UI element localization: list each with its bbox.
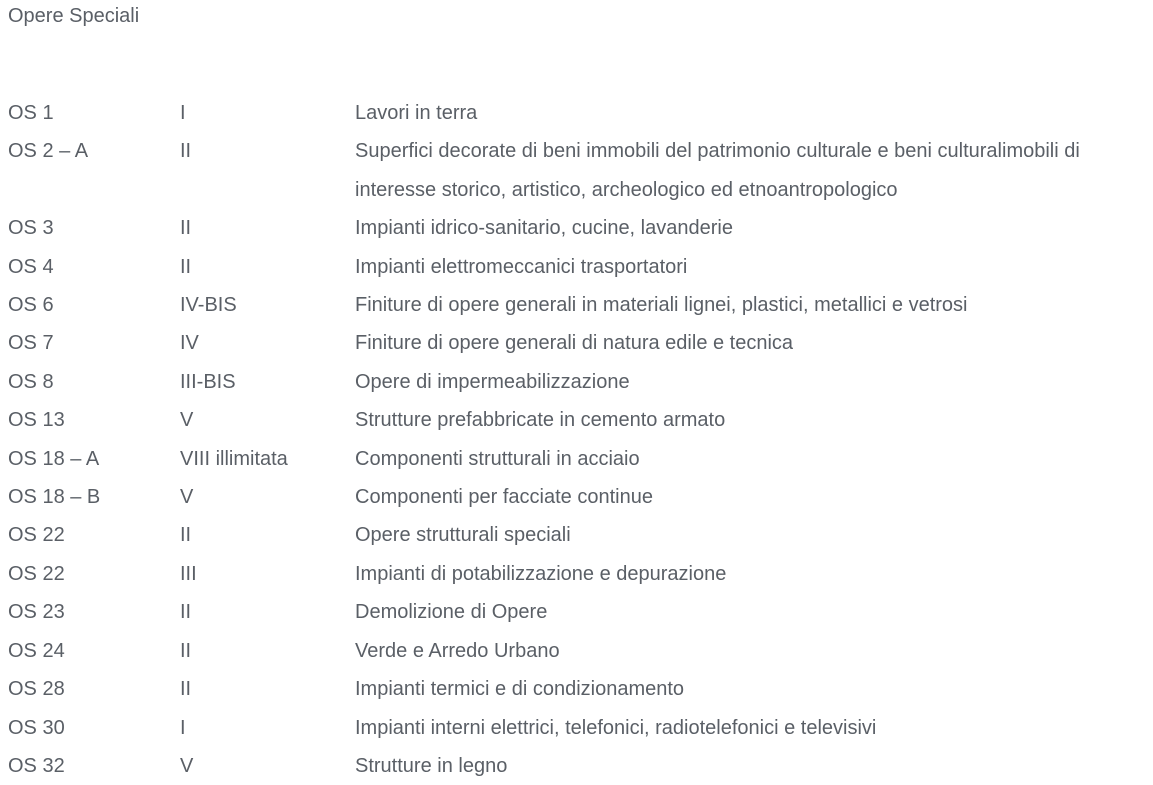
category-description: Impianti idrico-sanitario, cucine, lavanderie xyxy=(355,217,733,240)
category-class: II xyxy=(180,524,192,547)
category-description: Verde e Arredo Urbano xyxy=(355,639,560,662)
category-description: Componenti strutturali in acciaio xyxy=(355,447,640,470)
category-class: III xyxy=(180,562,197,585)
category-code: OS 30 xyxy=(8,716,65,739)
category-description: Finiture di opere generali di natura edile e tecnica xyxy=(355,332,794,355)
category-description: Impianti interni elettrici, telefonici, radiotelefonici e televisivi xyxy=(355,716,877,739)
category-class: II xyxy=(180,255,192,278)
category-description: Finiture di opere generali in materiali lignei, plastici, metallici e vetrosi xyxy=(355,294,968,317)
category-code: OS 32 xyxy=(8,754,65,777)
page-title: Opere Speciali xyxy=(8,5,140,27)
category-class: II xyxy=(180,678,192,701)
table-row xyxy=(0,478,1153,516)
table-row xyxy=(0,94,1153,132)
category-description: Lavori in terra xyxy=(355,102,478,124)
category-code: OS 13 xyxy=(8,409,65,432)
table-row xyxy=(0,324,1153,362)
opere-speciali-table xyxy=(0,94,1153,785)
table-row xyxy=(0,401,1153,439)
category-code: OS 8 xyxy=(8,370,54,393)
category-code: OS 23 xyxy=(8,601,65,624)
category-description: Componenti per facciate continue xyxy=(355,486,653,509)
category-code: OS 3 xyxy=(8,217,54,240)
category-class: V xyxy=(180,409,194,432)
category-code: OS 22 xyxy=(8,524,65,547)
category-class: I xyxy=(180,102,186,124)
table-row xyxy=(0,440,1153,478)
category-code: OS 2 – A xyxy=(8,140,89,163)
category-class: II xyxy=(180,140,192,163)
category-code: OS 6 xyxy=(8,294,54,317)
table-row xyxy=(0,632,1153,670)
category-class: I xyxy=(180,716,186,739)
table-row xyxy=(0,593,1153,631)
category-code: OS 18 – B xyxy=(8,486,101,509)
table-row xyxy=(0,670,1153,708)
category-code: OS 7 xyxy=(8,332,54,355)
category-description: Opere di impermeabilizzazione xyxy=(355,370,630,393)
category-class: IV-BIS xyxy=(180,294,237,317)
table-row xyxy=(0,286,1153,324)
category-class: VIII illimitata xyxy=(180,447,288,470)
table-row xyxy=(0,132,1153,209)
table-row xyxy=(0,516,1153,554)
table-row xyxy=(0,709,1153,747)
category-class: III-BIS xyxy=(180,370,236,393)
category-class: II xyxy=(180,217,192,240)
category-description: Impianti di potabilizzazione e depurazione xyxy=(355,562,727,585)
category-class: V xyxy=(180,754,194,777)
category-class: II xyxy=(180,639,192,662)
table-row xyxy=(0,248,1153,286)
category-code: OS 18 – A xyxy=(8,447,100,470)
table-row xyxy=(0,747,1153,785)
category-description: Demolizione di Opere xyxy=(355,601,548,624)
table-row xyxy=(0,555,1153,593)
category-description: Opere strutturali speciali xyxy=(355,524,571,547)
category-description: Strutture prefabbricate in cemento armato xyxy=(355,409,726,432)
category-description: Superfici decorate di beni immobili del patrimonio culturale e beni culturalimobili di interesse storico, artistico, archeologico ed etnoantropologico xyxy=(355,140,1080,201)
category-code: OS 28 xyxy=(8,678,65,701)
category-class: V xyxy=(180,486,194,509)
category-code: OS 4 xyxy=(8,255,54,278)
category-description: Impianti elettromeccanici trasportatori xyxy=(355,255,688,278)
category-code: OS 24 xyxy=(8,639,65,662)
category-class: II xyxy=(180,601,192,624)
category-class: IV xyxy=(180,332,199,355)
category-code: OS 22 xyxy=(8,562,65,585)
category-code: OS 1 xyxy=(8,102,54,124)
table-row xyxy=(0,363,1153,401)
category-description: Impianti termici e di condizionamento xyxy=(355,678,685,701)
category-description: Strutture in legno xyxy=(355,754,508,777)
table-row xyxy=(0,209,1153,247)
